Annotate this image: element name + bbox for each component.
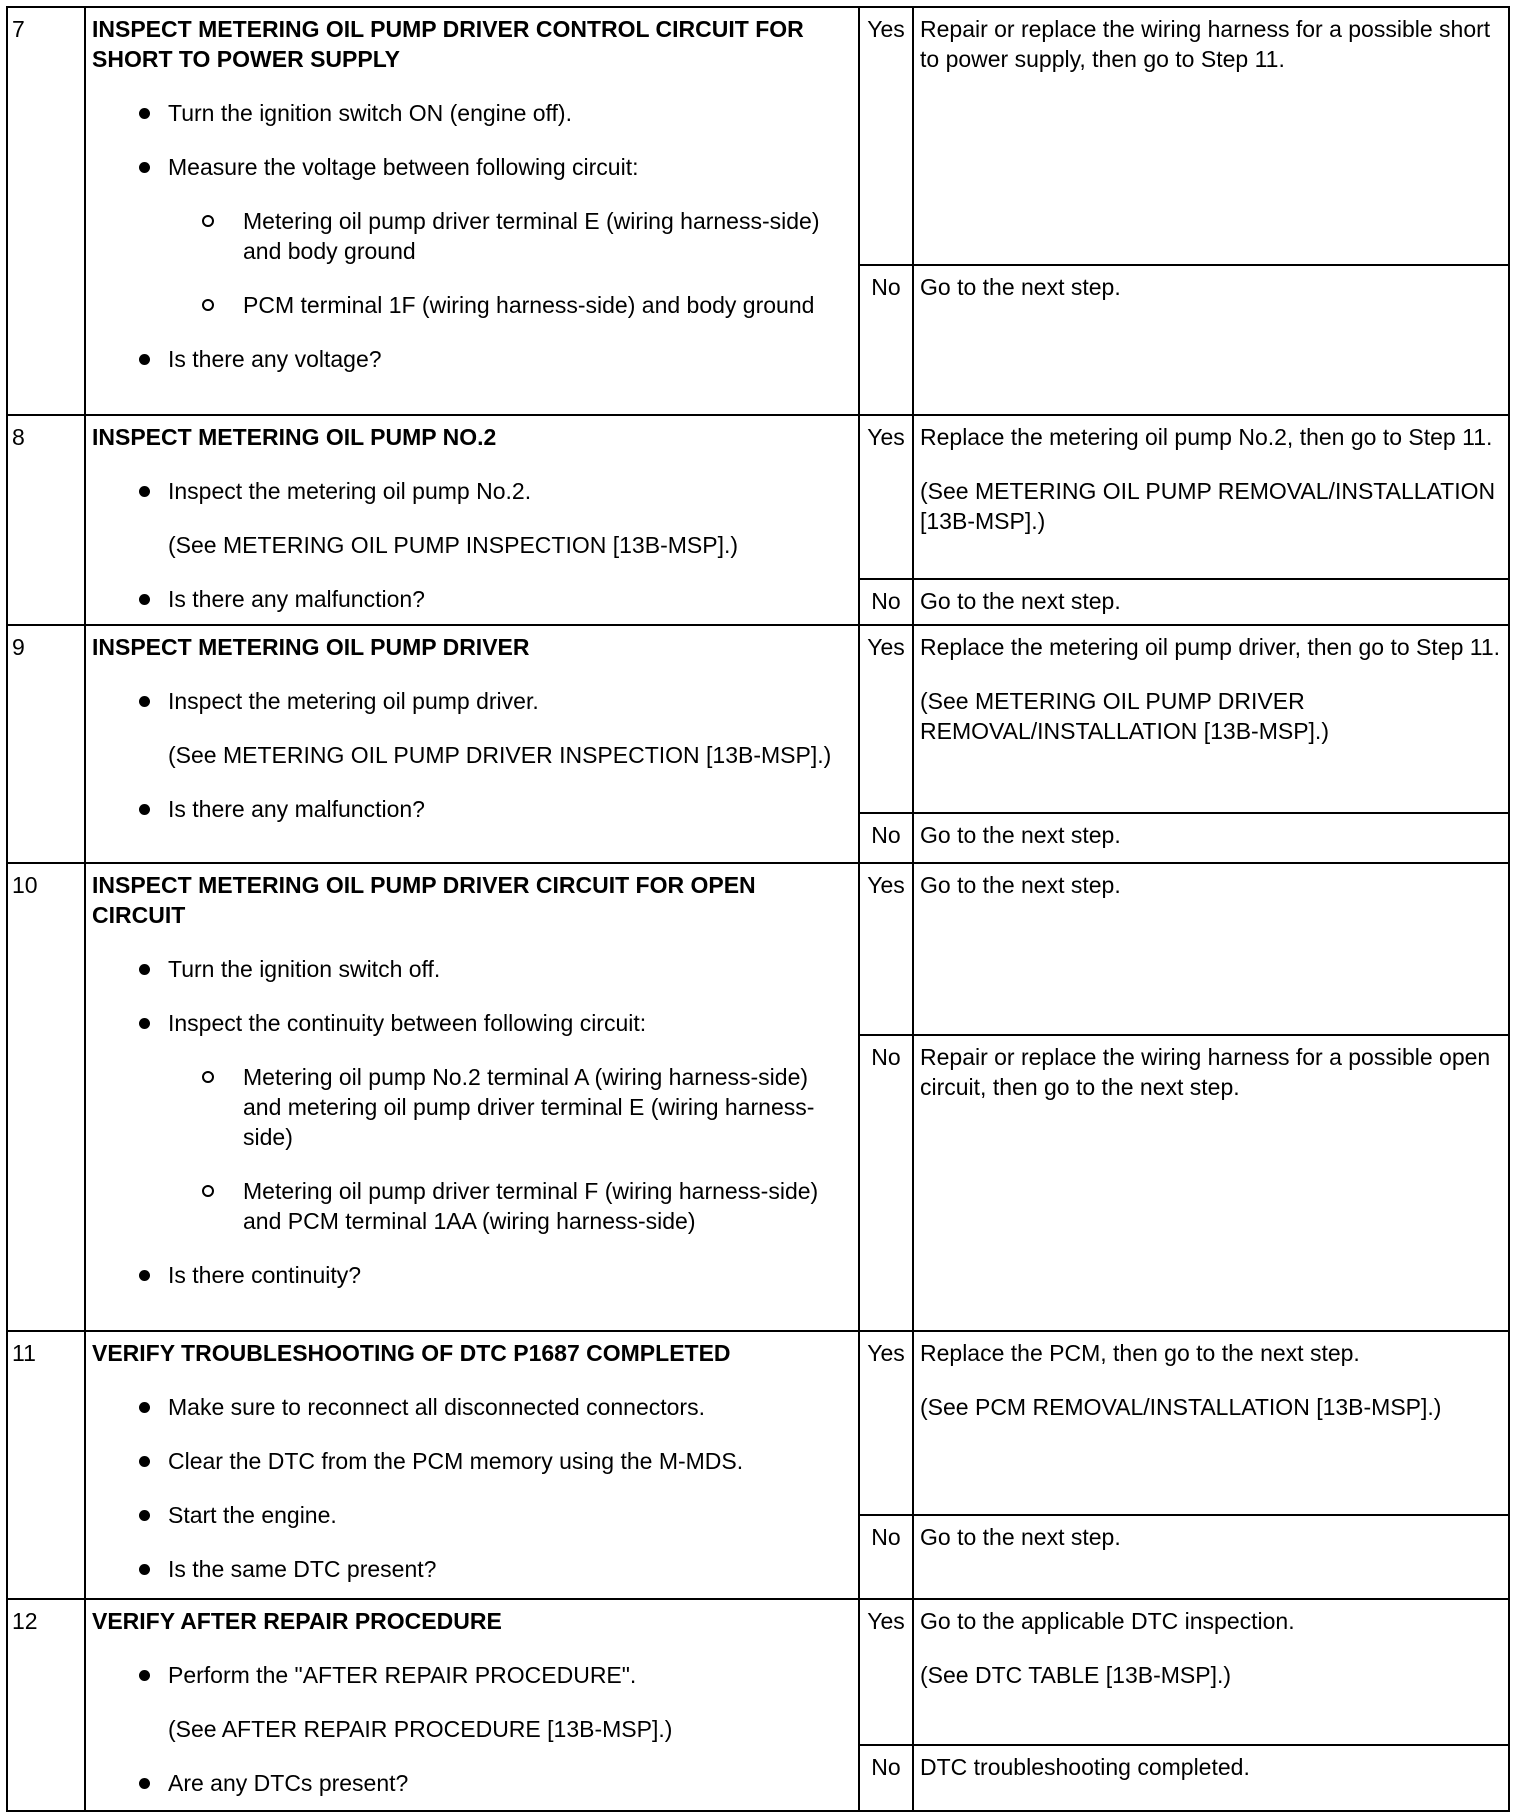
bullet-item	[92, 584, 852, 614]
bullet-item	[92, 1446, 852, 1476]
no-label: No	[859, 1515, 913, 1599]
bullet-text: Turn the ignition switch ON (engine off).	[168, 100, 572, 126]
sub-items	[168, 206, 852, 320]
yes-result	[913, 863, 1509, 1035]
result-text: Repair or replace the wiring harness for a possible short to power supply, then go to Step 11.	[920, 16, 1491, 72]
step-title: VERIFY AFTER REPAIR PROCEDURE	[92, 1608, 502, 1634]
step-items	[92, 1660, 852, 1798]
step-row-9	[7, 625, 1509, 813]
step-items	[92, 98, 852, 374]
yes-result	[913, 1331, 1509, 1515]
reference-note: (See METERING OIL PUMP DRIVER INSPECTION [13B-MSP].)	[168, 742, 832, 768]
reference-note: (See AFTER REPAIR PROCEDURE [13B-MSP].)	[168, 1716, 673, 1742]
step-action	[85, 1599, 859, 1811]
bullet-text: Are any DTCs present?	[168, 1770, 409, 1796]
no-label: No	[859, 1745, 913, 1811]
bullet-text: Clear the DTC from the PCM memory using the M-MDS.	[168, 1448, 744, 1474]
step-action	[85, 625, 859, 863]
troubleshooting-table	[6, 6, 1510, 1812]
bullet-item	[92, 1500, 852, 1530]
bullet-item	[92, 954, 852, 984]
bullet-text: Is there any malfunction?	[168, 796, 425, 822]
no-result	[913, 1515, 1509, 1599]
sub-bullet-item: Metering oil pump driver terminal E (wiring harness-side) and body ground	[168, 206, 852, 266]
bullet-text: Inspect the continuity between following circuit:	[168, 1010, 647, 1036]
bullet-text: Inspect the metering oil pump driver.	[168, 688, 539, 714]
bullet-item	[92, 476, 852, 506]
bullet-item	[92, 1008, 852, 1236]
bullet-text: Is there any voltage?	[168, 346, 382, 372]
bullet-text: Is there any malfunction?	[168, 586, 425, 612]
step-items	[92, 476, 852, 614]
sub-bullet-item: Metering oil pump No.2 terminal A (wiring harness-side) and metering oil pump driver terminal E (wiring harness-side)	[168, 1062, 852, 1152]
no-result	[913, 579, 1509, 625]
no-result	[913, 1035, 1509, 1331]
yes-label: Yes	[859, 1599, 913, 1745]
step-title: INSPECT METERING OIL PUMP DRIVER CIRCUIT FOR OPEN CIRCUIT	[92, 872, 756, 928]
no-label: No	[859, 265, 913, 415]
sub-items	[168, 1062, 852, 1236]
result-text: Replace the metering oil pump No.2, then go to Step 11.	[920, 424, 1493, 450]
no-result	[913, 265, 1509, 415]
step-number: 8	[7, 415, 85, 625]
result-text: Go to the next step.	[920, 588, 1121, 614]
yes-label: Yes	[859, 7, 913, 265]
bullet-text: Turn the ignition switch off.	[168, 956, 441, 982]
bullet-text: Is there continuity?	[168, 1262, 362, 1288]
step-title: INSPECT METERING OIL PUMP DRIVER CONTROL CIRCUIT FOR SHORT TO POWER SUPPLY	[92, 16, 804, 72]
result-text: Repair or replace the wiring harness for a possible open circuit, then go to the next step.	[920, 1044, 1491, 1100]
step-row-7	[7, 7, 1509, 265]
bullet-text: Measure the voltage between following circuit:	[168, 154, 639, 180]
no-label: No	[859, 813, 913, 863]
bullet-item	[92, 98, 852, 128]
bullet-text: Inspect the metering oil pump No.2.	[168, 478, 532, 504]
no-label: No	[859, 1035, 913, 1331]
step-items	[92, 1392, 852, 1584]
yes-result	[913, 1599, 1509, 1745]
yes-result	[913, 625, 1509, 813]
bullet-text: Start the engine.	[168, 1502, 337, 1528]
result-text: Replace the metering oil pump driver, then go to Step 11.	[920, 634, 1501, 660]
bullet-item	[92, 1260, 852, 1290]
step-row-12	[7, 1599, 1509, 1745]
no-result	[913, 1745, 1509, 1811]
bullet-item	[92, 344, 852, 374]
bullet-text: Make sure to reconnect all disconnected connectors.	[168, 1394, 705, 1420]
result-text: Replace the PCM, then go to the next step.	[920, 1340, 1360, 1366]
step-number: 7	[7, 7, 85, 415]
step-row-11	[7, 1331, 1509, 1515]
troubleshooting-rows	[7, 7, 1509, 1811]
step-action	[85, 863, 859, 1331]
yes-label: Yes	[859, 625, 913, 813]
result-text: (See DTC TABLE [13B-MSP].)	[920, 1662, 1232, 1688]
bullet-item	[92, 1554, 852, 1584]
bullet-item	[92, 1392, 852, 1422]
step-action	[85, 7, 859, 415]
result-text: DTC troubleshooting completed.	[920, 1754, 1250, 1780]
step-title: INSPECT METERING OIL PUMP NO.2	[92, 424, 497, 450]
sub-bullet-item: Metering oil pump driver terminal F (wiring harness-side) and PCM terminal 1AA (wiring harness-side)	[168, 1176, 852, 1236]
no-label: No	[859, 579, 913, 625]
yes-label: Yes	[859, 415, 913, 579]
step-number: 12	[7, 1599, 85, 1811]
result-text: Go to the applicable DTC inspection.	[920, 1608, 1295, 1634]
bullet-item	[92, 686, 852, 716]
yes-result	[913, 7, 1509, 265]
step-title: VERIFY TROUBLESHOOTING OF DTC P1687 COMPLETED	[92, 1340, 731, 1366]
bullet-item	[92, 794, 852, 824]
result-text: Go to the next step.	[920, 1524, 1121, 1550]
step-action	[85, 415, 859, 625]
yes-label: Yes	[859, 1331, 913, 1515]
result-text: Go to the next step.	[920, 822, 1121, 848]
result-text: (See METERING OIL PUMP REMOVAL/INSTALLATION [13B-MSP].)	[920, 478, 1496, 534]
step-title: INSPECT METERING OIL PUMP DRIVER	[92, 634, 530, 660]
step-number: 11	[7, 1331, 85, 1599]
yes-result	[913, 415, 1509, 579]
step-action	[85, 1331, 859, 1599]
step-row-10	[7, 863, 1509, 1035]
yes-label: Yes	[859, 863, 913, 1035]
bullet-text: Perform the "AFTER REPAIR PROCEDURE".	[168, 1662, 637, 1688]
sub-bullet-item: PCM terminal 1F (wiring harness-side) and body ground	[168, 290, 852, 320]
step-items	[92, 954, 852, 1290]
step-number: 9	[7, 625, 85, 863]
bullet-item	[92, 1768, 852, 1798]
reference-note: (See METERING OIL PUMP INSPECTION [13B-MSP].)	[168, 532, 739, 558]
bullet-item	[92, 152, 852, 320]
result-text: (See PCM REMOVAL/INSTALLATION [13B-MSP].)	[920, 1394, 1442, 1420]
no-result	[913, 813, 1509, 863]
step-number: 10	[7, 863, 85, 1331]
result-text: Go to the next step.	[920, 872, 1121, 898]
step-items	[92, 686, 852, 824]
result-text: (See METERING OIL PUMP DRIVER REMOVAL/INSTALLATION [13B-MSP].)	[920, 688, 1329, 744]
bullet-text: Is the same DTC present?	[168, 1556, 437, 1582]
result-text: Go to the next step.	[920, 274, 1121, 300]
bullet-item	[92, 1660, 852, 1690]
step-row-8	[7, 415, 1509, 579]
